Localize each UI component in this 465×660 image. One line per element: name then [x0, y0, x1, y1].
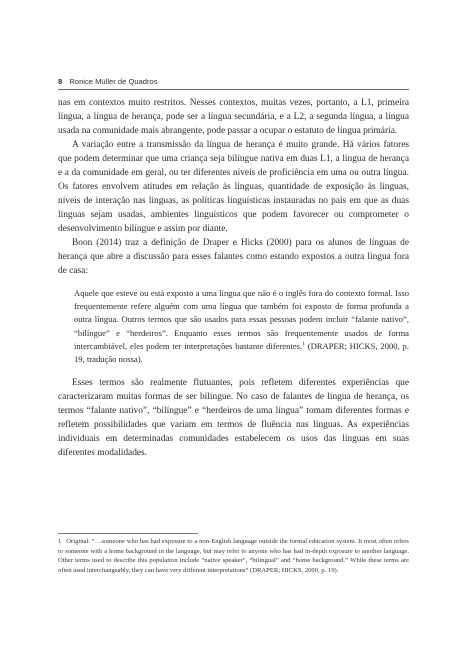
paragraph-2: A variação entre a transmissão da língua de herança é muito grande. Há vários fatores que podem determinar que uma criança seja bilíngue nativa em duas L1, a língua de herança e a da comunidade em geral, ou ter diferentes níveis de proficiência em uma ou outra língua. Os fatores envolvem atitudes em relação às línguas, quantidade de exposição às línguas, níveis de interação nas línguas, as políticas linguísticas instauradas no país em que as duas línguas sejam usadas, ambientes linguísticos que podem favorecer ou comprometer o desenvolvimento bilíngue e assim por diante.	[58, 140, 409, 234]
running-head	[58, 77, 158, 86]
header-rule	[58, 89, 409, 90]
footnote	[58, 537, 409, 575]
footnote-rule	[58, 533, 198, 534]
block-quote	[58, 287, 409, 366]
footnote-text: Original: “…someone who has had exposure to a non-English language outside the formal education system. It most often refers to someone with a home background in the language, but may refer to anyone who has had in-depth exposure to another language. Other terms used to describe this population include “native speaker”, “bilingual” and “home background.” While these terms are often used interchangeably, they can have very different interpretations” (DRAPER; HICKS, 2000, p. 19).	[58, 538, 409, 574]
body-text	[58, 96, 409, 460]
page-number: 8	[58, 77, 63, 86]
footnote-marker: 1	[302, 340, 305, 347]
author-name: Ronice Müller de Quadros	[69, 77, 158, 86]
paragraph-4: Esses termos são realmente flutuantes, pois refletem diferentes experiências que caracterizaram muitas formas de ser bilíngue. No caso de falantes de língua de herança, os termos “falante nativo”, “bilíngue” e “herdeiros de uma língua” tomam diferentes formas e refletem possibilidades que variam em termos de fluência nas línguas. As experiências individuais em determinadas comunidades estabelecem os usos das línguas em suas diferentes modalidades.	[58, 378, 409, 459]
footnote-number: 1	[58, 538, 62, 545]
paragraph-3: Boon (2014) traz a definição de Draper e Hicks (2000) para os alunos de línguas de herança que abre a discussão para esses falantes como estando expostos a outra língua fora de casa:	[58, 238, 409, 276]
paragraph-1: nas em contextos muito restritos. Nesses contextos, muitas vezes, portanto, a L1, primeira língua, a língua de herança, pode ser a língua secundária, e a L2, a segunda língua, a língua usada na comunidade mais abrangente, pode passar a ocupar o estatuto de língua primária.	[58, 98, 409, 136]
quote-text: Aquele que esteve ou está exposto a uma língua que não é o inglês fora do contexto formal. Isso frequentemente refere alguém com uma língua que também foi exposto de forma profunda a outra língua. Outros termos que são usados para essas pessoas podem incluir “falante nativo”, “bilíngue” e “herdeiros”. Enquanto esses termos são frequentemente usados de forma intercambiável, eles podem ter interpretações bastante diferentes.	[74, 288, 409, 351]
quote-citation: (DRAPER; HICKS, 2000, p. 19, tradução nossa).	[74, 340, 409, 365]
